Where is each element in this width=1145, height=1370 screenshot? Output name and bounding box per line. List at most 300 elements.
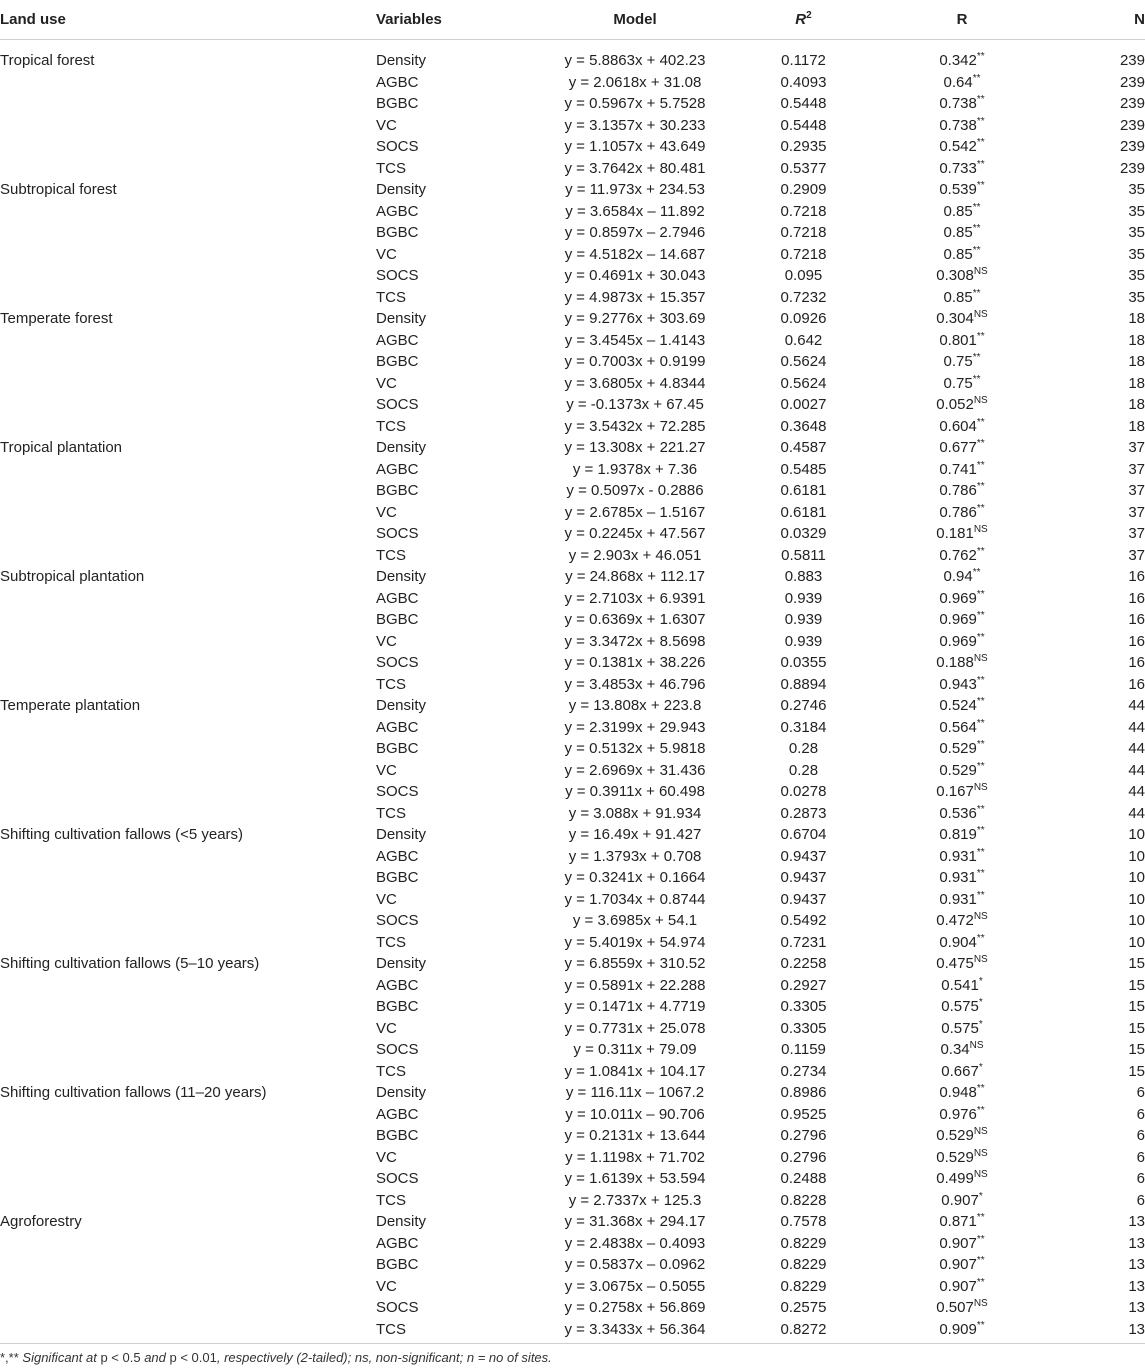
table-row bbox=[0, 695, 1145, 717]
footnote-marks: *,** bbox=[0, 1350, 19, 1365]
table-row bbox=[0, 136, 1145, 158]
table-row bbox=[0, 1233, 1145, 1255]
table-row bbox=[0, 1104, 1145, 1126]
n-cell: 44 bbox=[1128, 804, 1145, 822]
variable-cell: TCS bbox=[376, 546, 406, 564]
footnote-text-3: = no of sites. bbox=[474, 1350, 552, 1365]
r-squared-cell: 0.28 bbox=[788, 761, 819, 779]
significance-mark: ** bbox=[972, 567, 981, 578]
n-cell: 6 bbox=[1136, 1170, 1145, 1187]
land-use-cell bbox=[0, 136, 376, 158]
r-value: 0.575 bbox=[941, 998, 979, 1015]
r-cell bbox=[883, 781, 1041, 803]
significance-mark: ** bbox=[976, 502, 985, 514]
r-squared-cell: 0.5492 bbox=[780, 912, 827, 929]
r-cell bbox=[883, 695, 1041, 717]
significance-mark: ** bbox=[972, 352, 981, 363]
r-value: 0.931 bbox=[939, 890, 977, 908]
model-cell: y = 0.5132x + 5.9818 bbox=[564, 740, 706, 757]
variable-cell: AGBC bbox=[376, 589, 419, 607]
r-value: 0.786 bbox=[939, 482, 977, 499]
table-row bbox=[0, 330, 1145, 352]
table-row bbox=[0, 287, 1145, 309]
r-squared-cell: 0.2575 bbox=[780, 1299, 827, 1316]
r-squared-cell: 0.8986 bbox=[780, 1084, 827, 1101]
variable-cell: AGBC bbox=[376, 847, 419, 865]
model-cell: y = 0.7003x + 0.9199 bbox=[564, 353, 706, 370]
table-row bbox=[0, 824, 1145, 846]
significance-mark: ** bbox=[976, 868, 985, 879]
land-use-cell: Temperate plantation bbox=[0, 697, 141, 714]
significance-mark: NS bbox=[973, 395, 988, 406]
significance-mark: ** bbox=[976, 180, 985, 191]
variable-cell: Density bbox=[376, 697, 427, 714]
table-row bbox=[0, 717, 1145, 739]
r-cell bbox=[883, 652, 1041, 674]
model-cell: y = 3.088x + 91.934 bbox=[568, 804, 702, 822]
r-value: 0.907 bbox=[939, 1256, 977, 1273]
n-cell: 37 bbox=[1128, 525, 1145, 542]
land-use-cell bbox=[0, 1104, 376, 1126]
variable-cell: SOCS bbox=[376, 1299, 419, 1316]
model-cell: y = 0.311x + 79.09 bbox=[573, 1041, 697, 1058]
n-cell: 15 bbox=[1128, 1062, 1145, 1080]
footnote-text-2: , respectively (2-tailed); ns, non-significant; bbox=[216, 1350, 467, 1365]
significance-mark: ** bbox=[972, 201, 981, 213]
footnote-p1: p < 0.5 bbox=[100, 1350, 141, 1365]
r-value: 0.308 bbox=[936, 267, 974, 284]
significance-mark: ** bbox=[976, 1212, 985, 1223]
significance-mark: ** bbox=[976, 696, 985, 707]
r-cell bbox=[883, 437, 1041, 459]
r-value: 0.524 bbox=[939, 697, 977, 714]
r-value: 0.969 bbox=[939, 632, 977, 650]
land-use-cell bbox=[0, 1190, 376, 1212]
land-use-cell bbox=[0, 115, 376, 137]
table-row bbox=[0, 674, 1145, 696]
variable-cell: VC bbox=[376, 632, 397, 650]
model-cell: y = 9.2776x + 303.69 bbox=[564, 310, 706, 327]
significance-mark: ** bbox=[976, 137, 985, 148]
r-cell bbox=[883, 480, 1041, 502]
r-value: 0.34 bbox=[940, 1041, 970, 1058]
n-cell: 10 bbox=[1128, 890, 1145, 908]
table-row bbox=[0, 996, 1145, 1018]
r-value: 0.931 bbox=[939, 869, 977, 886]
model-cell: y = 2.7103x + 6.9391 bbox=[564, 589, 706, 607]
footnote bbox=[0, 1350, 552, 1365]
n-cell: 13 bbox=[1128, 1213, 1145, 1230]
table-row bbox=[0, 1276, 1145, 1298]
significance-mark: ** bbox=[976, 1104, 985, 1116]
r-squared-cell: 0.939 bbox=[784, 611, 823, 628]
r-squared-cell: 0.3305 bbox=[780, 1019, 827, 1037]
table-row bbox=[0, 609, 1145, 631]
n-cell: 13 bbox=[1128, 1256, 1145, 1273]
variable-cell: TCS bbox=[376, 804, 406, 822]
model-cell: y = 5.4019x + 54.974 bbox=[564, 933, 706, 951]
table-row bbox=[0, 1190, 1145, 1212]
model-cell: y = 3.7642x + 80.481 bbox=[564, 159, 706, 177]
r-cell bbox=[883, 72, 1041, 94]
r-value: 0.733 bbox=[939, 159, 977, 177]
variable-cell: Density bbox=[376, 826, 427, 843]
significance-mark: ** bbox=[976, 631, 985, 643]
model-cell: y = 0.2245x + 47.567 bbox=[564, 525, 706, 542]
table-row bbox=[0, 244, 1145, 266]
r-squared-cell: 0.8272 bbox=[780, 1320, 827, 1338]
variable-cell: SOCS bbox=[376, 138, 419, 155]
r-value: 0.475 bbox=[936, 955, 974, 972]
n-cell: 10 bbox=[1128, 826, 1145, 843]
land-use-cell: Subtropical plantation bbox=[0, 568, 145, 585]
significance-mark: ** bbox=[976, 588, 985, 600]
r-value: 0.931 bbox=[939, 847, 977, 865]
table-row bbox=[0, 523, 1145, 545]
significance-mark: * bbox=[978, 1061, 983, 1073]
r-cell bbox=[883, 115, 1041, 137]
model-cell: y = 3.3472x + 8.5698 bbox=[564, 632, 706, 650]
r-value: 0.904 bbox=[939, 933, 977, 951]
r-value: 0.188 bbox=[936, 654, 974, 671]
table-row bbox=[0, 222, 1145, 244]
r-squared-cell: 0.883 bbox=[784, 568, 823, 585]
significance-mark: NS bbox=[973, 911, 988, 922]
land-use-cell bbox=[0, 1233, 376, 1255]
variable-cell: SOCS bbox=[376, 1170, 419, 1187]
r-value: 0.801 bbox=[939, 331, 977, 349]
r-cell bbox=[883, 889, 1041, 911]
r-cell bbox=[883, 1297, 1041, 1319]
land-use-cell bbox=[0, 1039, 376, 1061]
n-cell: 16 bbox=[1128, 654, 1145, 671]
model-cell: y = 0.3241x + 0.1664 bbox=[564, 869, 706, 886]
model-cell: y = 16.49x + 91.427 bbox=[568, 826, 702, 843]
model-cell: y = 0.5837x – 0.0962 bbox=[564, 1256, 706, 1273]
land-use-cell bbox=[0, 1168, 376, 1190]
r-cell bbox=[883, 1147, 1041, 1169]
r-value: 0.75 bbox=[943, 374, 973, 392]
r-value: 0.181 bbox=[936, 525, 974, 542]
r-value: 0.943 bbox=[939, 675, 977, 693]
r-value: 0.564 bbox=[939, 718, 977, 736]
n-cell: 16 bbox=[1128, 568, 1145, 585]
variable-cell: AGBC bbox=[376, 331, 419, 349]
r-cell bbox=[883, 158, 1041, 180]
r-cell bbox=[883, 803, 1041, 825]
variable-cell: Density bbox=[376, 955, 427, 972]
variable-cell: AGBC bbox=[376, 718, 419, 736]
variable-cell: VC bbox=[376, 761, 397, 779]
model-cell: y = 0.4691x + 30.043 bbox=[564, 267, 706, 284]
model-cell: y = 24.868x + 112.17 bbox=[565, 568, 705, 585]
r-cell bbox=[883, 953, 1041, 975]
variable-cell: BGBC bbox=[376, 611, 419, 628]
significance-mark: ** bbox=[976, 51, 985, 62]
n-cell: 18 bbox=[1128, 331, 1145, 349]
variable-cell: BGBC bbox=[376, 224, 419, 241]
variable-cell: TCS bbox=[376, 159, 406, 177]
table-row bbox=[0, 158, 1145, 180]
r-squared-cell: 0.5811 bbox=[781, 546, 826, 564]
n-cell: 239 bbox=[1119, 95, 1145, 112]
land-use-cell: Shifting cultivation fallows (5–10 years) bbox=[0, 955, 260, 972]
significance-mark: ** bbox=[976, 459, 985, 471]
table-row bbox=[0, 1319, 1145, 1341]
r-squared-cell: 0.2796 bbox=[780, 1148, 827, 1166]
variable-cell: BGBC bbox=[376, 95, 419, 112]
r-cell bbox=[883, 910, 1041, 932]
r-squared-cell: 0.6181 bbox=[780, 503, 827, 521]
table-row bbox=[0, 1147, 1145, 1169]
n-cell: 10 bbox=[1128, 912, 1145, 929]
significance-mark: ** bbox=[976, 545, 985, 557]
model-cell: y = 2.3199x + 29.943 bbox=[564, 718, 706, 736]
model-cell: y = 10.011x – 90.706 bbox=[565, 1105, 705, 1123]
model-cell: y = 11.973x + 234.53 bbox=[565, 181, 705, 198]
variable-cell: AGBC bbox=[376, 460, 419, 478]
land-use-cell: Tropical forest bbox=[0, 52, 95, 69]
n-cell: 35 bbox=[1128, 202, 1145, 220]
r-value: 0.667 bbox=[941, 1062, 979, 1080]
r-cell bbox=[883, 717, 1041, 739]
variable-cell: SOCS bbox=[376, 783, 419, 800]
table-row bbox=[0, 308, 1145, 330]
r-squared-cell: 0.939 bbox=[784, 632, 823, 650]
r-squared-cell: 0.28 bbox=[788, 740, 819, 757]
r-squared-cell: 0.0027 bbox=[780, 396, 827, 413]
r-squared-cell: 0.7578 bbox=[780, 1213, 827, 1230]
header-model: Model bbox=[546, 0, 724, 40]
r-cell bbox=[883, 50, 1041, 72]
land-use-cell bbox=[0, 932, 376, 954]
land-use-cell bbox=[0, 652, 376, 674]
n-cell: 239 bbox=[1119, 138, 1145, 155]
significance-mark: ** bbox=[972, 244, 981, 256]
model-cell: y = -0.1373x + 67.45 bbox=[566, 396, 704, 413]
r-value: 0.976 bbox=[939, 1105, 977, 1123]
r-value: 0.64 bbox=[943, 73, 973, 91]
variable-cell: AGBC bbox=[376, 976, 419, 994]
r-cell bbox=[883, 179, 1041, 201]
r-cell bbox=[883, 1018, 1041, 1040]
land-use-cell bbox=[0, 781, 376, 803]
model-cell: y = 3.1357x + 30.233 bbox=[564, 116, 706, 134]
table-row bbox=[0, 1061, 1145, 1083]
n-cell: 6 bbox=[1136, 1148, 1145, 1166]
table-row bbox=[0, 932, 1145, 954]
r-cell bbox=[883, 201, 1041, 223]
land-use-cell bbox=[0, 1018, 376, 1040]
model-cell: y = 0.5097x - 0.2886 bbox=[566, 482, 704, 499]
model-cell: y = 0.2758x + 56.869 bbox=[564, 1299, 706, 1316]
table-row bbox=[0, 1125, 1145, 1147]
n-cell: 15 bbox=[1128, 998, 1145, 1015]
r-value: 0.85 bbox=[943, 202, 973, 220]
model-cell: y = 3.4545x – 1.4143 bbox=[564, 331, 706, 349]
significance-mark: ** bbox=[976, 1255, 985, 1266]
model-cell: y = 0.1381x + 38.226 bbox=[564, 654, 706, 671]
land-use-cell bbox=[0, 265, 376, 287]
n-cell: 6 bbox=[1136, 1105, 1145, 1123]
variable-cell: Density bbox=[376, 568, 427, 585]
land-use-cell bbox=[0, 631, 376, 653]
table-row bbox=[0, 910, 1145, 932]
r-squared-cell: 0.939 bbox=[784, 589, 823, 607]
model-cell: y = 2.6785x – 1.5167 bbox=[564, 503, 706, 521]
variable-cell: TCS bbox=[376, 1320, 406, 1338]
n-cell: 18 bbox=[1128, 374, 1145, 392]
footnote-p2: p < 0.01 bbox=[169, 1350, 217, 1365]
model-cell: y = 0.5967x + 5.7528 bbox=[564, 95, 706, 112]
r-cell bbox=[883, 136, 1041, 158]
variable-cell: Density bbox=[376, 439, 427, 456]
land-use-cell bbox=[0, 1254, 376, 1276]
significance-mark: ** bbox=[976, 889, 985, 901]
r-value: 0.871 bbox=[939, 1213, 977, 1230]
land-use-cell bbox=[0, 523, 376, 545]
variable-cell: SOCS bbox=[376, 267, 419, 284]
model-cell: y = 0.2131x + 13.644 bbox=[564, 1127, 706, 1144]
land-use-cell bbox=[0, 480, 376, 502]
land-use-cell bbox=[0, 996, 376, 1018]
n-cell: 6 bbox=[1136, 1191, 1145, 1209]
n-cell: 239 bbox=[1119, 116, 1145, 134]
model-cell: y = 0.6369x + 1.6307 bbox=[564, 611, 706, 628]
significance-mark: ** bbox=[976, 158, 985, 170]
r-value: 0.762 bbox=[939, 546, 977, 564]
land-use-cell bbox=[0, 588, 376, 610]
r-cell bbox=[883, 975, 1041, 997]
r-value: 0.969 bbox=[939, 589, 977, 607]
model-cell: y = 0.7731x + 25.078 bbox=[564, 1019, 706, 1037]
significance-mark: * bbox=[978, 1018, 983, 1030]
n-cell: 44 bbox=[1128, 761, 1145, 779]
land-use-cell bbox=[0, 674, 376, 696]
land-use-cell bbox=[0, 760, 376, 782]
r-squared-cell: 0.9525 bbox=[780, 1105, 827, 1123]
significance-mark: * bbox=[978, 975, 983, 987]
variable-cell: TCS bbox=[376, 933, 406, 951]
table-body bbox=[0, 40, 1145, 1341]
r-cell bbox=[883, 1319, 1041, 1341]
land-use-cell bbox=[0, 545, 376, 567]
r-squared-cell: 0.0355 bbox=[780, 654, 827, 671]
r-squared-cell: 0.1172 bbox=[781, 52, 826, 69]
variable-cell: AGBC bbox=[376, 1105, 419, 1123]
r-value: 0.85 bbox=[943, 245, 973, 263]
table-row bbox=[0, 1168, 1145, 1190]
r-cell bbox=[883, 566, 1041, 588]
r-cell bbox=[883, 416, 1041, 438]
r-value: 0.948 bbox=[939, 1084, 977, 1101]
table-row bbox=[0, 889, 1145, 911]
significance-mark: NS bbox=[973, 266, 988, 277]
land-use-cell bbox=[0, 330, 376, 352]
significance-mark: NS bbox=[973, 954, 988, 965]
r-value: 0.536 bbox=[939, 804, 977, 822]
r-cell bbox=[883, 760, 1041, 782]
spacer-row bbox=[0, 40, 1145, 51]
model-cell: y = 0.3911x + 60.498 bbox=[565, 783, 705, 800]
r-squared-cell: 0.5485 bbox=[780, 460, 827, 478]
r-value: 0.604 bbox=[939, 417, 977, 435]
r-value: 0.342 bbox=[939, 52, 977, 69]
n-cell: 10 bbox=[1128, 869, 1145, 886]
r-value: 0.786 bbox=[939, 503, 977, 521]
r-value: 0.167 bbox=[936, 783, 974, 800]
r-cell bbox=[883, 373, 1041, 395]
land-use-cell: Tropical plantation bbox=[0, 439, 123, 456]
r-value: 0.575 bbox=[941, 1019, 979, 1037]
r-squared-cell: 0.7231 bbox=[780, 933, 827, 951]
table-row bbox=[0, 459, 1145, 481]
land-use-cell bbox=[0, 867, 376, 889]
r-value: 0.539 bbox=[939, 181, 977, 198]
land-use-cell bbox=[0, 244, 376, 266]
variable-cell: BGBC bbox=[376, 353, 419, 370]
n-cell: 16 bbox=[1128, 611, 1145, 628]
r-squared-cell: 0.5624 bbox=[780, 374, 827, 392]
r-cell bbox=[883, 674, 1041, 696]
table-row bbox=[0, 566, 1145, 588]
model-cell: y = 3.4853x + 46.796 bbox=[564, 675, 706, 693]
significance-mark: ** bbox=[972, 223, 981, 234]
variable-cell: BGBC bbox=[376, 482, 419, 499]
r-cell bbox=[883, 996, 1041, 1018]
significance-mark: ** bbox=[976, 610, 985, 621]
r-squared-cell: 0.6181 bbox=[780, 482, 827, 499]
variable-cell: VC bbox=[376, 245, 397, 263]
r-cell bbox=[883, 545, 1041, 567]
r-cell bbox=[883, 1211, 1041, 1233]
significance-mark: ** bbox=[976, 803, 985, 815]
r-cell bbox=[883, 932, 1041, 954]
model-cell: y = 1.0841x + 104.17 bbox=[564, 1062, 706, 1080]
significance-mark: ** bbox=[976, 739, 985, 750]
model-cell: y = 2.6969x + 31.436 bbox=[564, 761, 706, 779]
r-cell bbox=[883, 351, 1041, 373]
model-cell: y = 2.4838x – 0.4093 bbox=[564, 1234, 706, 1252]
r-squared-cell: 0.3648 bbox=[780, 417, 827, 435]
r-value: 0.472 bbox=[936, 912, 974, 929]
r-cell bbox=[883, 1082, 1041, 1104]
table-row bbox=[0, 652, 1145, 674]
variable-cell: AGBC bbox=[376, 1234, 419, 1252]
table-row bbox=[0, 201, 1145, 223]
land-use-cell bbox=[0, 889, 376, 911]
variable-cell: Density bbox=[376, 310, 427, 327]
r-cell bbox=[883, 502, 1041, 524]
variable-cell: TCS bbox=[376, 675, 406, 693]
r-squared-cell: 0.2734 bbox=[780, 1062, 827, 1080]
n-cell: 44 bbox=[1128, 697, 1145, 714]
model-cell: y = 0.1471x + 4.7719 bbox=[564, 998, 706, 1015]
r-value: 0.542 bbox=[939, 138, 977, 155]
variable-cell: Density bbox=[376, 181, 427, 198]
r-cell bbox=[883, 1276, 1041, 1298]
table-row bbox=[0, 631, 1145, 653]
significance-mark: NS bbox=[973, 309, 988, 320]
r-cell bbox=[883, 1104, 1041, 1126]
footnote-rule bbox=[0, 1343, 1145, 1344]
header-row bbox=[0, 0, 1145, 40]
r-squared-cell: 0.8229 bbox=[780, 1256, 827, 1273]
r-cell bbox=[883, 222, 1041, 244]
r-value: 0.819 bbox=[939, 826, 977, 843]
land-use-cell bbox=[0, 373, 376, 395]
r-cell bbox=[883, 846, 1041, 868]
